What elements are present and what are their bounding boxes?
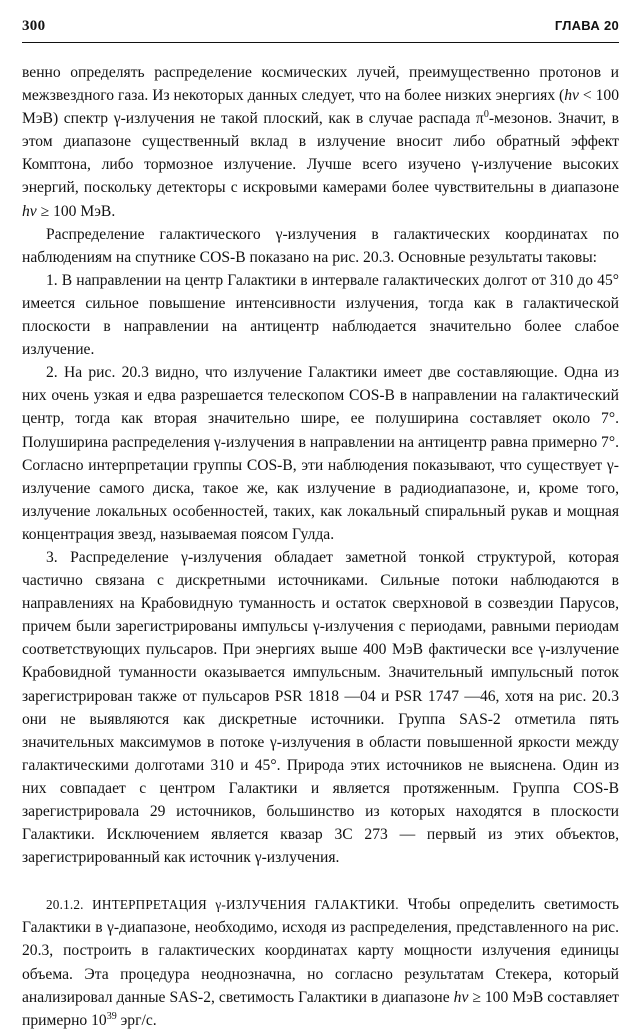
chapter-title: ГЛАВА 20: [554, 18, 619, 33]
superscript: 39: [106, 1010, 117, 1022]
text-run: < 100 МэВ) спектр γ-излучения не такой плоский, как в случае распада π: [22, 87, 619, 128]
page-number: 300: [22, 18, 46, 34]
body-text: [22, 61, 619, 1032]
text-run: ≥ 100 МэВ составляет примерно 10: [22, 988, 619, 1029]
math-hv: hν: [564, 87, 579, 105]
header-rule: [22, 42, 619, 43]
text-run: эрг/с.: [116, 1011, 157, 1029]
running-header: [22, 18, 619, 40]
superscript: 0: [483, 109, 489, 120]
text-run: Чтобы определить светимость Галактики в γ-диапазоне, необходимо, исходя из распределения, представленного на рис. 20.3, построить в галактических координатах карту мощности излучения единицы объема. Эта процедура неоднозначна, но согласно результатам Стекера, который анализировал данные SAS-2, светимость Галактики в диапазоне: [22, 896, 619, 1006]
paragraph-3: 1. В направлении на центр Галактики в интервале галактических долгот от 310 до 45° имеется сильное повышение интенсивности излучения, тогда как в галактической плоскости в направлении на антицентр наблюдается значительно более слабое излучение.: [22, 271, 619, 359]
paragraph-2: Распределение галактического γ-излучения в галактических координатах по наблюдениям на спутнике COS-B показано на рис. 20.3. Основные результаты таковы:: [22, 225, 619, 266]
paragraph-6: [22, 893, 619, 1032]
paragraph-4: 2. На рис. 20.3 видно, что излучение Галактики имеет две составляющие. Одна из них очень узкая и едва разрешается телескопом COS-B в направлении на галактический центр, тогда как вторая значительно шире, ее полуширина составляет около 7°. Полуширина распределения γ-излучения в направлении на антицентр равна примерно 7°. Согласно интерпретации группы COS-B, эти наблюдения показывают, что существует γ-излучение самого диска, такое же, как излучение в радиодиапазоне, и, кроме того, излучение локальных особенностей, таких, как локальный спиральный рукав и мощная концентрация звезд, называемая поясом Гулда.: [22, 364, 619, 543]
math-hv: hν: [453, 988, 469, 1006]
math-hv: hν: [22, 202, 37, 220]
paragraph-1: [22, 61, 619, 223]
section-heading: 20.1.2. ИНТЕРПРЕТАЦИЯ γ-ИЗЛУЧЕНИЯ ГАЛАКТИКИ.: [46, 897, 399, 913]
paragraph-5: 3. Распределение γ-излучения обладает заметной тонкой структурой, которая частично связана с дискретными источниками. Сильные потоки наблюдаются в направлениях на Крабовидную туманность и остаток сверхновой в созвездии Парусов, причем были зарегистрированы импульсы γ-излучения с периодами, равными периодам соответствующих пульсаров. При энергиях выше 400 МэВ фактически все γ-излучение Крабовидной туманности оказывается импульсным. Значительный импульсный поток зарегистрирован также от пульсаров PSR 1818 —04 и PSR 1747 —46, хотя на рис. 20.3 они не выявляются как дискретные источники. Группа SAS-2 отметила пять значительных максимумов в потоке γ-излучения в области повышенной яркости между галактическими долготами 310 и 45°. Природа этих источников не выяснена. Один из них совпадает с центром Галактики и является протяженным. Группа COS-B зарегистрировала 29 источников, большинство из которых находятся в плоскости Галактики. Исключением является квазар 3С 273 — первый из этих объектов, зарегистрированный как источник γ-излучения.: [22, 548, 619, 867]
text-run: ≥ 100 МэВ.: [36, 202, 116, 220]
text-run: венно определять распределение космических лучей, преимущественно протонов и межзвездного газа. Из некоторых данных следует, что на более низких энергиях (: [22, 64, 619, 105]
text-run: -мезонов. Значит, в этом диапазоне существенный вклад в излучение вносит либо обратный эффект Комптона, либо тормозное излучение. Лучше всего изучено γ-излучение высоких энергий, поскольку детекторы с искровыми камерами более чувствительны в диапазоне: [22, 110, 619, 197]
book-page: [22, 18, 619, 1032]
